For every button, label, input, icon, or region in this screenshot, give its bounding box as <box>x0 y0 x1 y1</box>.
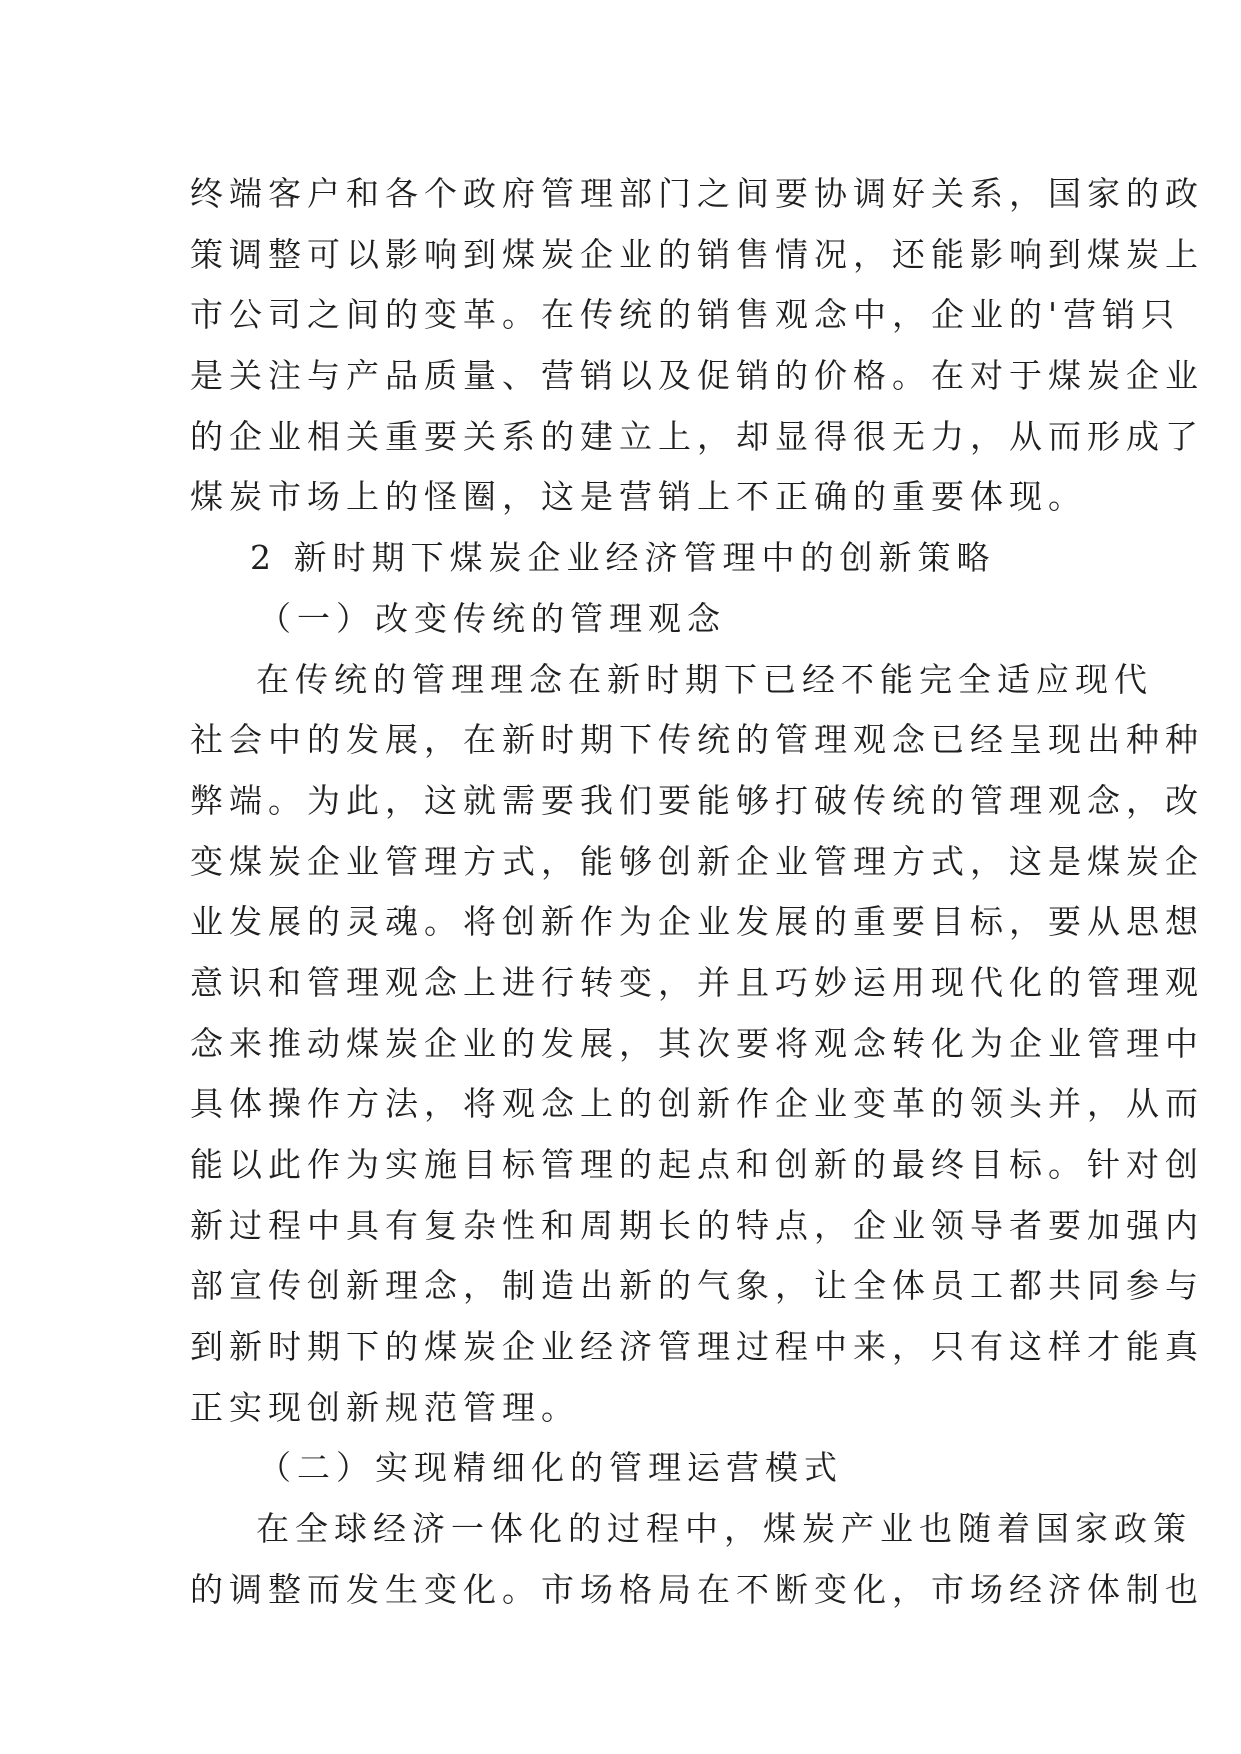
paragraph-line: 变煤炭企业管理方式，能够创新企业管理方式，这是煤炭企 <box>190 841 1204 881</box>
paragraph-line: 能以此作为实施目标管理的起点和创新的最终目标。针对创 <box>190 1145 1204 1184</box>
subsection-heading: （二）实现精细化的管理运营模式 <box>258 1448 843 1488</box>
document-body <box>190 164 1204 1621</box>
paragraph-line: 部宣传创新理念，制造出新的气象，让全体员工都共同参与 <box>190 1266 1204 1306</box>
paragraph-line: 在全球经济一体化的过程中，煤炭产业也随着国家政策 <box>256 1509 1192 1549</box>
paragraph-line: 市公司之间的变革。在传统的销售观念中，企业的'营销只 <box>190 295 1181 335</box>
paragraph-line: 终端客户和各个政府管理部门之间要协调好关系，国家的政 <box>190 174 1204 213</box>
paragraph-line: 念来推动煤炭企业的发展，其次要将观念转化为企业管理中 <box>190 1023 1204 1063</box>
paragraph-line: 意识和管理观念上进行转变，并且巧妙运用现代化的管理观 <box>190 962 1204 1002</box>
paragraph-line: 煤炭市场上的怪圈，这是营销上不正确的重要体现。 <box>190 477 1087 517</box>
paragraph-line: 业发展的灵魂。将创新作为企业发展的重要目标，要从思想 <box>190 902 1204 942</box>
paragraph-line: 是关注与产品质量、营销以及促销的价格。在对于煤炭企业 <box>190 356 1204 396</box>
paragraph-line: 策调整可以影响到煤炭企业的销售情况，还能影响到煤炭上 <box>190 234 1204 274</box>
paragraph-line: 在传统的管理理念在新时期下已经不能完全适应现代 <box>256 659 1153 699</box>
paragraph-line: 具体操作方法，将观念上的创新作企业变革的领头并，从而 <box>190 1084 1204 1124</box>
paragraph-line: 的调整而发生变化。市场格局在不断变化，市场经济体制也 <box>190 1569 1204 1609</box>
subsection-heading: （一）改变传统的管理观念 <box>258 598 726 638</box>
paragraph-line: 到新时期下的煤炭企业经济管理过程中来，只有这样才能真 <box>190 1327 1204 1367</box>
paragraph-line: 弊端。为此，这就需要我们要能够打破传统的管理观念，改 <box>190 780 1204 820</box>
paragraph-line: 新过程中具有复杂性和周期长的特点，企业领导者要加强内 <box>190 1205 1204 1245</box>
section-heading: 2 新时期下煤炭企业经济管理中的创新策略 <box>250 538 996 578</box>
paragraph-line: 社会中的发展，在新时期下传统的管理观念已经呈现出种种 <box>190 720 1204 760</box>
paragraph-line: 的企业相关重要关系的建立上，却显得很无力，从而形成了 <box>190 416 1204 456</box>
paragraph-line: 正实现创新规范管理。 <box>190 1387 580 1427</box>
